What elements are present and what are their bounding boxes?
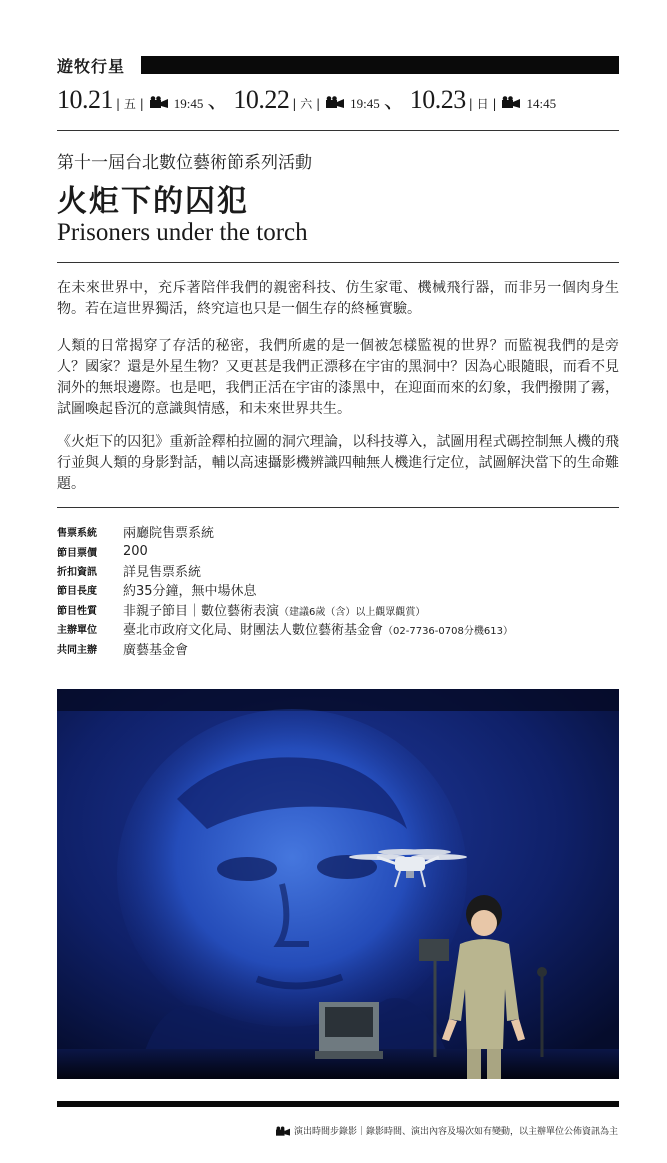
date-2: 10.22: [233, 85, 290, 114]
info-note: （建議6歲（含）以上觀眾觀賞）: [279, 606, 426, 618]
description-paragraph-3: 《火炬下的囚犯》重新詮釋柏拉圖的洞穴理論，以科技導入，試圖用程式碼控制無人機的飛行並與人類的身影對話，輔以高速攝影機辨識四軸無人機進行定位，試圖解決當下的生命難題。: [57, 434, 619, 492]
movie-camera-icon: [276, 1126, 290, 1136]
info-value: 約35分鐘，無中場休息: [123, 584, 257, 600]
stage-scene-illustration: [57, 689, 619, 1079]
date-3: 10.23: [409, 85, 466, 114]
divider: [57, 130, 619, 131]
movie-camera-icon: [150, 96, 168, 108]
series-label: 遊牧行星: [57, 57, 126, 76]
event-subtitle: 第十一屆台北數位藝術節系列活動: [57, 153, 312, 173]
event-title-zh: 火炬下的囚犯: [57, 184, 249, 219]
header-black-bar: [141, 56, 619, 74]
time-3: 14:45: [526, 96, 557, 111]
info-key: 售票系統: [57, 528, 97, 540]
footer-note: [273, 1124, 618, 1137]
date-separator: 、: [383, 89, 406, 114]
footer-black-bar: [57, 1101, 619, 1107]
performance-photo: [57, 689, 619, 1079]
info-value: 兩廳院售票系統: [123, 526, 215, 542]
stage-monitor: [315, 1002, 383, 1059]
date-separator: 、: [207, 89, 230, 114]
info-key: 節目長度: [57, 586, 97, 598]
description-paragraph-1: 在未來世界中，充斥著陪伴我們的親密科技、仿生家電、機械飛行器，而非另一個肉身生物。若在這世界獨活，終究這也只是一個生存的終極實驗。: [57, 280, 619, 317]
divider: [57, 262, 619, 263]
info-value: 廣藝基金會: [123, 642, 189, 658]
info-key: 共同主辦: [57, 644, 97, 656]
info-row: [57, 600, 619, 619]
date-1: 10.21: [57, 85, 113, 114]
description-paragraph-2: 人類的日常揭穿了存活的秘密，我們所處的是一個被怎樣監視的世界？而監視我們的是旁人？國家？還是外星生物？又更甚是我們正漂移在宇宙的黑洞中？因為心眼隨眼，而看不見洞外的無垠邊際。也是吧，我們正活在宇宙的漆黑中，在迎面而來的幻象，我們撥開了霧，試圖喚起昏沉的意識與情感，和未來世界共生。: [57, 338, 619, 417]
movie-camera-icon: [326, 96, 344, 108]
info-value: 臺北市政府文化局、財團法人數位藝術基金會: [123, 623, 384, 639]
info-key: 節目性質: [57, 605, 97, 617]
info-value: 非親子節目｜數位藝術表演: [123, 603, 280, 619]
info-table: [57, 522, 619, 658]
info-row: [57, 638, 619, 657]
time-2: 19:45: [350, 96, 380, 111]
info-key: 節目票價: [57, 547, 97, 559]
info-key: 主辦單位: [57, 625, 97, 637]
info-value: 200: [123, 543, 148, 559]
info-row: [57, 561, 619, 580]
info-row: [57, 580, 619, 599]
info-value: 詳見售票系統: [123, 564, 202, 580]
time-1: 19:45: [173, 96, 204, 111]
performance-dates: [57, 84, 558, 118]
movie-camera-icon: [502, 96, 520, 108]
info-row: [57, 619, 619, 638]
footer-note-text: 演出時間步錄影｜錄影時間、演出內容及場次如有變動，以主辦單位公佈資訊為主: [293, 1127, 618, 1137]
info-row: [57, 522, 619, 541]
info-row: [57, 541, 619, 560]
info-note: （02-7736-0708分機613）: [383, 626, 513, 638]
event-title-en: Prisoners under the torch: [57, 219, 308, 246]
weekday-2: | 六 |: [292, 97, 321, 111]
weekday-3: | 日 |: [468, 97, 497, 111]
weekday-1: | 五 |: [116, 97, 144, 111]
divider: [57, 507, 619, 508]
info-key: 折扣資訊: [57, 566, 97, 578]
